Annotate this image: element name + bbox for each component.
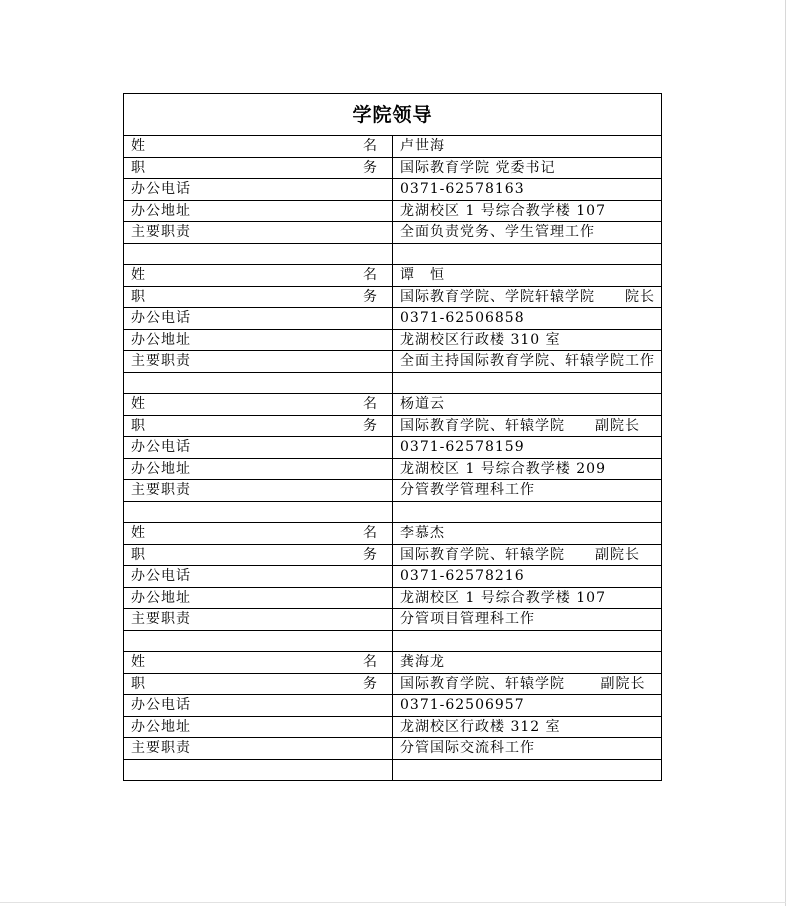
leader-1-address-row xyxy=(124,200,662,222)
leader-4-name-row xyxy=(124,523,662,545)
leader-1-duty-row xyxy=(124,222,662,244)
spacer-cell xyxy=(393,759,662,781)
leader-2-duty-row xyxy=(124,351,662,373)
leader-address: 龙湖校区 1 号综合教学楼 209 xyxy=(393,458,662,480)
spacer-cell xyxy=(393,630,662,652)
name-label: 姓 名 xyxy=(124,523,393,545)
leader-5-duty-row xyxy=(124,738,662,760)
spacer-row xyxy=(124,243,662,265)
leader-duty: 全面负责党务、学生管理工作 xyxy=(393,222,662,244)
leader-address: 龙湖校区行政楼 312 室 xyxy=(393,716,662,738)
spacer-cell xyxy=(393,501,662,523)
leader-name: 李慕杰 xyxy=(393,523,662,545)
spacer-row xyxy=(124,372,662,394)
leader-address: 龙湖校区 1 号综合教学楼 107 xyxy=(393,200,662,222)
spacer-cell xyxy=(124,243,393,265)
position-label: 职 务 xyxy=(124,415,393,437)
leader-2-name-row xyxy=(124,265,662,287)
spacer-cell xyxy=(124,759,393,781)
leader-phone: 0371-62578163 xyxy=(393,179,662,201)
name-label: 姓 名 xyxy=(124,265,393,287)
address-label: 办公地址 xyxy=(124,329,393,351)
leader-5-position-row xyxy=(124,673,662,695)
duty-label: 主要职责 xyxy=(124,738,393,760)
leader-address: 龙湖校区 1 号综合教学楼 107 xyxy=(393,587,662,609)
address-label: 办公地址 xyxy=(124,587,393,609)
duty-label: 主要职责 xyxy=(124,609,393,631)
leader-position: 国际教育学院、轩辕学院 副院长 xyxy=(393,673,662,695)
position-label: 职 务 xyxy=(124,544,393,566)
leader-4-phone-row xyxy=(124,566,662,588)
leader-duty: 全面主持国际教育学院、轩辕学院工作 xyxy=(393,351,662,373)
leaders-table xyxy=(123,93,662,781)
spacer-row xyxy=(124,501,662,523)
spacer-row xyxy=(124,759,662,781)
page-bottom-edge-line xyxy=(0,902,786,903)
spacer-cell xyxy=(393,372,662,394)
name-label: 姓 名 xyxy=(124,652,393,674)
phone-label: 办公电话 xyxy=(124,566,393,588)
leader-3-duty-row xyxy=(124,480,662,502)
phone-label: 办公电话 xyxy=(124,437,393,459)
leader-phone: 0371-62578216 xyxy=(393,566,662,588)
leader-duty: 分管教学管理科工作 xyxy=(393,480,662,502)
position-label: 职 务 xyxy=(124,673,393,695)
spacer-cell xyxy=(124,501,393,523)
leader-position: 国际教育学院、轩辕学院 副院长 xyxy=(393,415,662,437)
leader-4-position-row xyxy=(124,544,662,566)
leader-name: 谭 恒 xyxy=(393,265,662,287)
leader-5-address-row xyxy=(124,716,662,738)
leader-name: 卢世海 xyxy=(393,136,662,158)
leader-position: 国际教育学院、轩辕学院 副院长 xyxy=(393,544,662,566)
leader-5-name-row xyxy=(124,652,662,674)
leader-3-phone-row xyxy=(124,437,662,459)
leader-5-phone-row xyxy=(124,695,662,717)
leader-position: 国际教育学院、学院轩辕学院 院长 xyxy=(393,286,662,308)
leader-3-position-row xyxy=(124,415,662,437)
leader-2-phone-row xyxy=(124,308,662,330)
name-label: 姓 名 xyxy=(124,394,393,416)
leader-2-address-row xyxy=(124,329,662,351)
title-row xyxy=(124,94,662,136)
leader-phone: 0371-62578159 xyxy=(393,437,662,459)
name-label: 姓 名 xyxy=(124,136,393,158)
table-title: 学院领导 xyxy=(124,94,662,136)
leader-phone: 0371-62506858 xyxy=(393,308,662,330)
leader-1-position-row xyxy=(124,157,662,179)
leader-3-name-row xyxy=(124,394,662,416)
leader-address: 龙湖校区行政楼 310 室 xyxy=(393,329,662,351)
spacer-cell xyxy=(393,243,662,265)
leader-name: 龚海龙 xyxy=(393,652,662,674)
address-label: 办公地址 xyxy=(124,458,393,480)
leader-1-phone-row xyxy=(124,179,662,201)
phone-label: 办公电话 xyxy=(124,179,393,201)
page-edge-line xyxy=(785,0,786,906)
duty-label: 主要职责 xyxy=(124,351,393,373)
position-label: 职 务 xyxy=(124,157,393,179)
leader-position: 国际教育学院 党委书记 xyxy=(393,157,662,179)
spacer-cell xyxy=(124,630,393,652)
leader-1-name-row xyxy=(124,136,662,158)
spacer-row xyxy=(124,630,662,652)
duty-label: 主要职责 xyxy=(124,222,393,244)
phone-label: 办公电话 xyxy=(124,308,393,330)
leader-duty: 分管国际交流科工作 xyxy=(393,738,662,760)
leader-duty: 分管项目管理科工作 xyxy=(393,609,662,631)
leader-phone: 0371-62506957 xyxy=(393,695,662,717)
leader-4-duty-row xyxy=(124,609,662,631)
spacer-cell xyxy=(124,372,393,394)
phone-label: 办公电话 xyxy=(124,695,393,717)
leader-2-position-row xyxy=(124,286,662,308)
leader-name: 杨道云 xyxy=(393,394,662,416)
address-label: 办公地址 xyxy=(124,200,393,222)
leader-4-address-row xyxy=(124,587,662,609)
duty-label: 主要职责 xyxy=(124,480,393,502)
position-label: 职 务 xyxy=(124,286,393,308)
leader-3-address-row xyxy=(124,458,662,480)
address-label: 办公地址 xyxy=(124,716,393,738)
